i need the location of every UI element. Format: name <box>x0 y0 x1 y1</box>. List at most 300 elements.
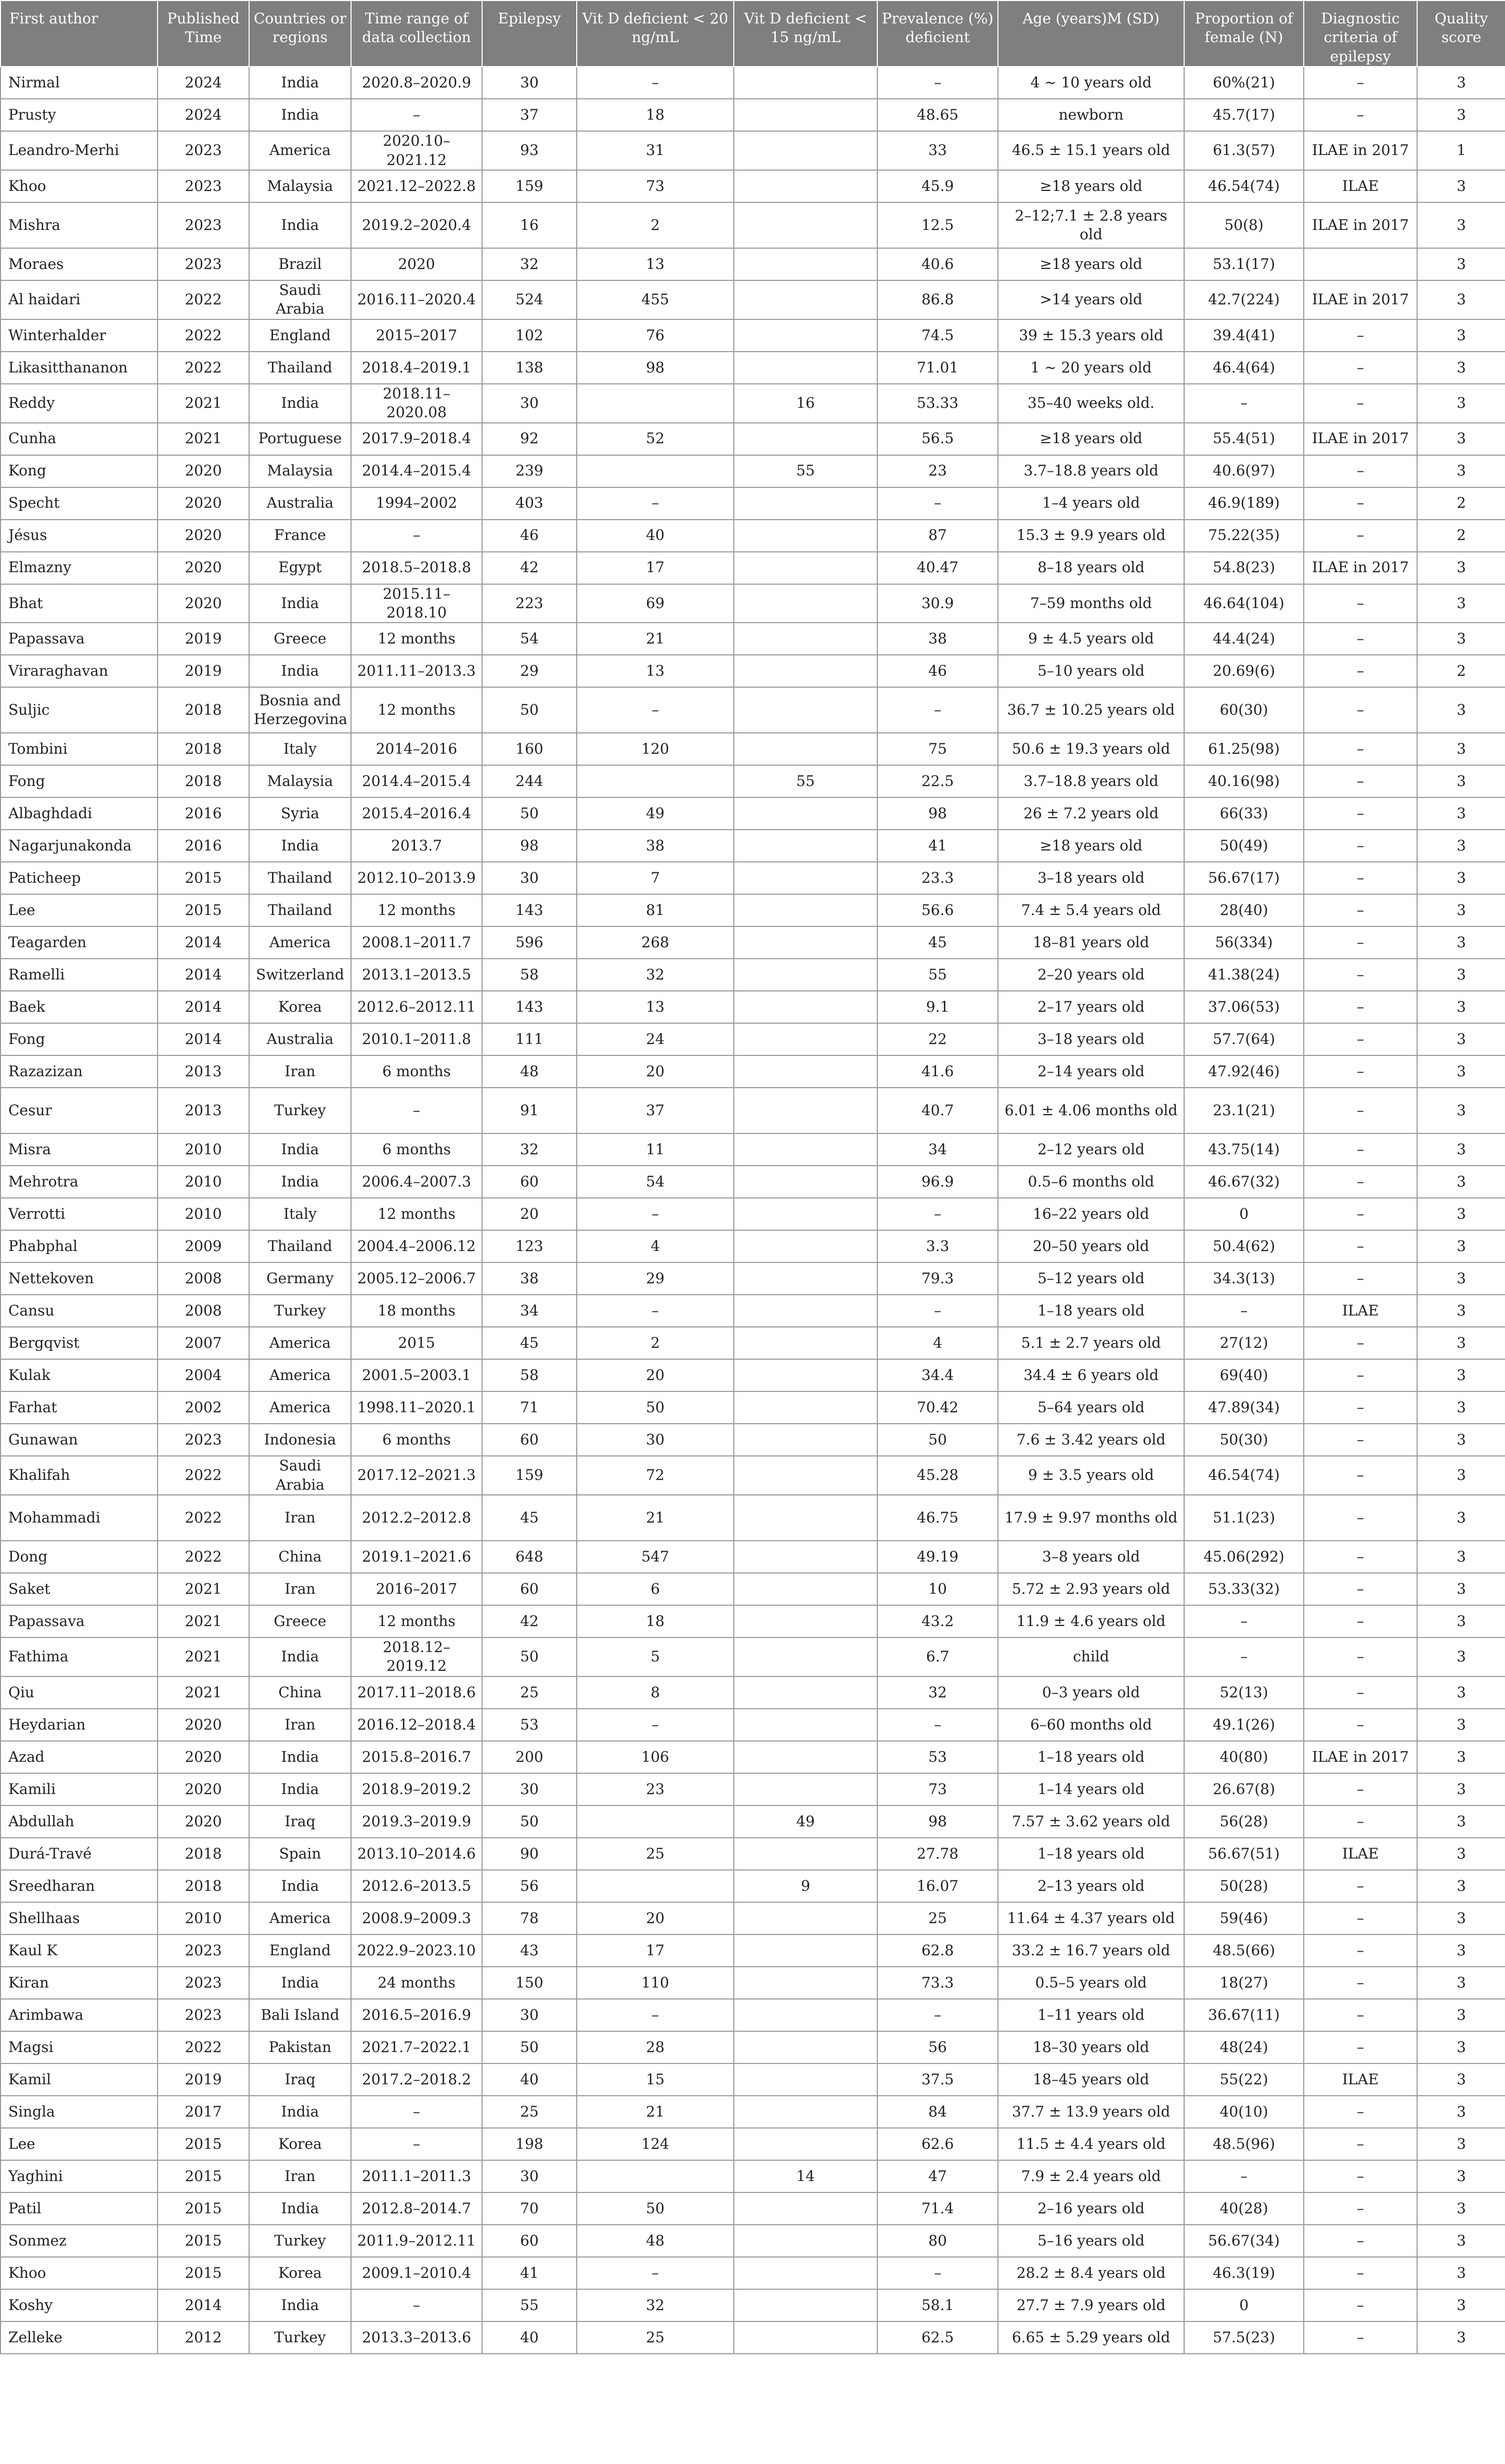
cell-time-range: 2006.4–2007.3 <box>351 1166 482 1198</box>
cell-female-proportion: 37.06(53) <box>1184 991 1304 1023</box>
cell-female-proportion: 59(46) <box>1184 1902 1304 1934</box>
cell-first-author: Gunawan <box>1 1424 158 1456</box>
cell-vitd-20 <box>577 1805 734 1838</box>
cell-time-range: 2013.10–2014.6 <box>351 1838 482 1870</box>
cell-prevalence: 53 <box>877 1741 998 1773</box>
cell-female-proportion: 56.67(17) <box>1184 862 1304 894</box>
cell-prevalence: 56.6 <box>877 894 998 926</box>
cell-vitd-15 <box>734 830 877 862</box>
cell-first-author: Viraraghavan <box>1 655 158 687</box>
cell-country: Turkey <box>249 1088 351 1133</box>
cell-quality-score: 3 <box>1417 1967 1505 1999</box>
cell-country: Korea <box>249 2257 351 2289</box>
table-row <box>1 2031 1505 2063</box>
cell-quality-score: 3 <box>1417 280 1505 319</box>
cell-quality-score: 3 <box>1417 1262 1505 1295</box>
col-header-epilepsy: Epilepsy <box>482 1 577 67</box>
cell-quality-score: 3 <box>1417 67 1505 99</box>
cell-first-author: Heydarian <box>1 1709 158 1741</box>
cell-epilepsy: 223 <box>482 584 577 623</box>
cell-diagnostic-criteria: – <box>1304 99 1417 131</box>
cell-vitd-20: 40 <box>577 520 734 552</box>
cell-vitd-15 <box>734 1262 877 1295</box>
cell-time-range: 2018.9–2019.2 <box>351 1773 482 1805</box>
cell-vitd-20: 20 <box>577 1359 734 1391</box>
cell-quality-score: 3 <box>1417 1902 1505 1934</box>
cell-country: Saudi Arabia <box>249 280 351 319</box>
cell-country: Thailand <box>249 894 351 926</box>
table-row <box>1 67 1505 99</box>
cell-published-time: 2022 <box>158 319 249 352</box>
cell-epilepsy: 403 <box>482 487 577 520</box>
cell-female-proportion: – <box>1184 1637 1304 1676</box>
cell-published-time: 2022 <box>158 1495 249 1541</box>
cell-country: Germany <box>249 1262 351 1295</box>
col-header-age: Age (years)M (SD) <box>998 1 1184 67</box>
cell-epilepsy: 32 <box>482 1133 577 1166</box>
cell-epilepsy: 45 <box>482 1327 577 1359</box>
cell-first-author: Papassava <box>1 1605 158 1637</box>
table-row <box>1 1055 1505 1088</box>
cell-female-proportion: 28(40) <box>1184 894 1304 926</box>
cell-epilepsy: 25 <box>482 2096 577 2128</box>
cell-published-time: 2021 <box>158 423 249 455</box>
table-row <box>1 1967 1505 1999</box>
cell-vitd-20: 124 <box>577 2128 734 2160</box>
cell-female-proportion: 51.1(23) <box>1184 1495 1304 1541</box>
cell-epilepsy: 43 <box>482 1934 577 1967</box>
cell-published-time: 2024 <box>158 67 249 99</box>
cell-diagnostic-criteria: – <box>1304 67 1417 99</box>
cell-prevalence: 48.65 <box>877 99 998 131</box>
cell-published-time: 2021 <box>158 1676 249 1709</box>
cell-quality-score: 3 <box>1417 1573 1505 1605</box>
cell-first-author: Moraes <box>1 248 158 280</box>
cell-quality-score: 3 <box>1417 1023 1505 1055</box>
cell-vitd-15 <box>734 1676 877 1709</box>
cell-diagnostic-criteria: – <box>1304 1870 1417 1902</box>
cell-epilepsy: 143 <box>482 894 577 926</box>
cell-time-range: 2011.9–2012.11 <box>351 2225 482 2257</box>
cell-quality-score: 3 <box>1417 2225 1505 2257</box>
cell-age: 46.5 ± 15.1 years old <box>998 131 1184 170</box>
cell-female-proportion: 50(28) <box>1184 1870 1304 1902</box>
cell-prevalence: 98 <box>877 1805 998 1838</box>
cell-quality-score: 3 <box>1417 1055 1505 1088</box>
cell-quality-score: 3 <box>1417 623 1505 655</box>
cell-published-time: 2015 <box>158 862 249 894</box>
cell-diagnostic-criteria: – <box>1304 1359 1417 1391</box>
cell-diagnostic-criteria: – <box>1304 733 1417 765</box>
cell-diagnostic-criteria: – <box>1304 797 1417 830</box>
cell-time-range: 12 months <box>351 894 482 926</box>
cell-diagnostic-criteria: – <box>1304 1023 1417 1055</box>
cell-epilepsy: 45 <box>482 1495 577 1541</box>
cell-quality-score: 3 <box>1417 584 1505 623</box>
cell-time-range: – <box>351 99 482 131</box>
table-row <box>1 423 1505 455</box>
cell-published-time: 2020 <box>158 1805 249 1838</box>
cell-female-proportion: 48.5(96) <box>1184 2128 1304 2160</box>
cell-vitd-20: 29 <box>577 1262 734 1295</box>
cell-female-proportion: 61.3(57) <box>1184 131 1304 170</box>
table-row <box>1 830 1505 862</box>
cell-country: Korea <box>249 2128 351 2160</box>
cell-time-range: 2012.10–2013.9 <box>351 862 482 894</box>
cell-first-author: Nirmal <box>1 67 158 99</box>
cell-country: Syria <box>249 797 351 830</box>
cell-country: America <box>249 1327 351 1359</box>
cell-time-range: – <box>351 2096 482 2128</box>
cell-diagnostic-criteria: – <box>1304 455 1417 487</box>
cell-time-range: 2015–2017 <box>351 319 482 352</box>
cell-quality-score: 3 <box>1417 959 1505 991</box>
cell-diagnostic-criteria: – <box>1304 1934 1417 1967</box>
cell-diagnostic-criteria: – <box>1304 926 1417 959</box>
cell-age: 9 ± 3.5 years old <box>998 1456 1184 1495</box>
cell-diagnostic-criteria: – <box>1304 520 1417 552</box>
cell-quality-score: 3 <box>1417 733 1505 765</box>
cell-quality-score: 3 <box>1417 202 1505 248</box>
cell-female-proportion: 69(40) <box>1184 1359 1304 1391</box>
cell-published-time: 2014 <box>158 959 249 991</box>
cell-time-range: 2008.9–2009.3 <box>351 1902 482 1934</box>
cell-vitd-20: – <box>577 2257 734 2289</box>
cell-published-time: 2016 <box>158 830 249 862</box>
cell-vitd-15 <box>734 1773 877 1805</box>
cell-time-range: 2015.4–2016.4 <box>351 797 482 830</box>
cell-vitd-15 <box>734 170 877 202</box>
cell-vitd-20: 455 <box>577 280 734 319</box>
table-row <box>1 1805 1505 1838</box>
cell-quality-score: 3 <box>1417 926 1505 959</box>
table-row <box>1 1295 1505 1327</box>
cell-diagnostic-criteria: ILAE in 2017 <box>1304 423 1417 455</box>
cell-age: 28.2 ± 8.4 years old <box>998 2257 1184 2289</box>
cell-vitd-20: 25 <box>577 2321 734 2354</box>
cell-female-proportion: 34.3(13) <box>1184 1262 1304 1295</box>
cell-female-proportion: 46.64(104) <box>1184 584 1304 623</box>
cell-female-proportion: 46.4(64) <box>1184 352 1304 384</box>
cell-female-proportion: 43.75(14) <box>1184 1133 1304 1166</box>
cell-diagnostic-criteria: – <box>1304 1424 1417 1456</box>
cell-country: China <box>249 1541 351 1573</box>
cell-time-range: 2019.3–2019.9 <box>351 1805 482 1838</box>
cell-age: 1 ~ 20 years old <box>998 352 1184 384</box>
cell-first-author: Farhat <box>1 1391 158 1424</box>
cell-published-time: 2018 <box>158 1870 249 1902</box>
cell-vitd-20: 31 <box>577 131 734 170</box>
cell-vitd-20: 25 <box>577 1838 734 1870</box>
cell-prevalence: 45 <box>877 926 998 959</box>
table-row <box>1 1088 1505 1133</box>
cell-published-time: 2022 <box>158 2031 249 2063</box>
cell-female-proportion: 50.4(62) <box>1184 1230 1304 1262</box>
cell-female-proportion: 66(33) <box>1184 797 1304 830</box>
cell-prevalence: 47 <box>877 2160 998 2192</box>
cell-age: ≥18 years old <box>998 170 1184 202</box>
cell-time-range: 2018.12–2019.12 <box>351 1637 482 1676</box>
cell-vitd-20: 32 <box>577 959 734 991</box>
cell-first-author: Fathima <box>1 1637 158 1676</box>
cell-prevalence: 30.9 <box>877 584 998 623</box>
cell-published-time: 2010 <box>158 1133 249 1166</box>
cell-published-time: 2014 <box>158 2289 249 2321</box>
cell-country: Thailand <box>249 352 351 384</box>
cell-female-proportion: 26.67(8) <box>1184 1773 1304 1805</box>
cell-age: 17.9 ± 9.97 months old <box>998 1495 1184 1541</box>
cell-female-proportion: 44.4(24) <box>1184 623 1304 655</box>
cell-time-range: 2013.7 <box>351 830 482 862</box>
cell-quality-score: 3 <box>1417 1133 1505 1166</box>
cell-vitd-20: 73 <box>577 170 734 202</box>
cell-vitd-15 <box>734 1359 877 1391</box>
cell-age: >14 years old <box>998 280 1184 319</box>
cell-country: India <box>249 1133 351 1166</box>
cell-female-proportion: 45.7(17) <box>1184 99 1304 131</box>
cell-vitd-15 <box>734 2096 877 2128</box>
cell-country: Pakistan <box>249 2031 351 2063</box>
cell-time-range: 2016–2017 <box>351 1573 482 1605</box>
cell-age: ≥18 years old <box>998 248 1184 280</box>
cell-prevalence: 53.33 <box>877 384 998 423</box>
cell-quality-score: 3 <box>1417 2063 1505 2096</box>
cell-time-range: 6 months <box>351 1055 482 1088</box>
cell-first-author: Teagarden <box>1 926 158 959</box>
cell-age: 7.6 ± 3.42 years old <box>998 1424 1184 1456</box>
cell-epilepsy: 98 <box>482 830 577 862</box>
cell-vitd-15 <box>734 623 877 655</box>
cell-vitd-20: 37 <box>577 1088 734 1133</box>
cell-country: India <box>249 1967 351 1999</box>
cell-quality-score: 3 <box>1417 2257 1505 2289</box>
cell-time-range: 2012.6–2012.11 <box>351 991 482 1023</box>
cell-age: 11.9 ± 4.6 years old <box>998 1605 1184 1637</box>
cell-diagnostic-criteria: – <box>1304 1133 1417 1166</box>
table-row <box>1 1166 1505 1198</box>
cell-epilepsy: 30 <box>482 862 577 894</box>
cell-age: 3–8 years old <box>998 1541 1184 1573</box>
cell-prevalence: 9.1 <box>877 991 998 1023</box>
cell-published-time: 2020 <box>158 552 249 584</box>
cell-vitd-20: – <box>577 687 734 733</box>
cell-time-range: 12 months <box>351 1605 482 1637</box>
cell-time-range: 6 months <box>351 1133 482 1166</box>
cell-prevalence: 84 <box>877 2096 998 2128</box>
cell-diagnostic-criteria: – <box>1304 319 1417 352</box>
cell-country: Iran <box>249 2160 351 2192</box>
cell-prevalence: 74.5 <box>877 319 998 352</box>
cell-first-author: Khoo <box>1 2257 158 2289</box>
cell-time-range: 2017.9–2018.4 <box>351 423 482 455</box>
cell-vitd-20 <box>577 765 734 797</box>
cell-quality-score: 3 <box>1417 1088 1505 1133</box>
cell-published-time: 2023 <box>158 131 249 170</box>
table-row <box>1 894 1505 926</box>
cell-vitd-20: 49 <box>577 797 734 830</box>
cell-female-proportion: 46.9(189) <box>1184 487 1304 520</box>
cell-published-time: 2014 <box>158 926 249 959</box>
cell-age: 5.1 ± 2.7 years old <box>998 1327 1184 1359</box>
cell-vitd-20: 50 <box>577 2192 734 2225</box>
cell-epilepsy: 239 <box>482 455 577 487</box>
table-row <box>1 1870 1505 1902</box>
cell-age: 7–59 months old <box>998 584 1184 623</box>
cell-country: India <box>249 1870 351 1902</box>
cell-vitd-15 <box>734 1637 877 1676</box>
cell-published-time: 2023 <box>158 1424 249 1456</box>
cell-prevalence: 62.8 <box>877 1934 998 1967</box>
cell-country: Malaysia <box>249 765 351 797</box>
cell-published-time: 2014 <box>158 1023 249 1055</box>
cell-age: 5–64 years old <box>998 1391 1184 1424</box>
cell-age: 20–50 years old <box>998 1230 1184 1262</box>
cell-age: ≥18 years old <box>998 830 1184 862</box>
col-header-country: Countries or regions <box>249 1 351 67</box>
cell-first-author: Papassava <box>1 623 158 655</box>
col-header-time-range: Time range of data collection <box>351 1 482 67</box>
cell-published-time: 2015 <box>158 2257 249 2289</box>
cell-vitd-20: 81 <box>577 894 734 926</box>
cell-first-author: Al haidari <box>1 280 158 319</box>
cell-time-range: 2021.7–2022.1 <box>351 2031 482 2063</box>
cell-quality-score: 3 <box>1417 1709 1505 1741</box>
cell-diagnostic-criteria: – <box>1304 2321 1417 2354</box>
cell-first-author: Lee <box>1 2128 158 2160</box>
cell-vitd-20: 13 <box>577 991 734 1023</box>
cell-time-range: 18 months <box>351 1295 482 1327</box>
cell-quality-score: 3 <box>1417 319 1505 352</box>
table-row <box>1 1262 1505 1295</box>
cell-female-proportion: 50(30) <box>1184 1424 1304 1456</box>
cell-vitd-15 <box>734 319 877 352</box>
cell-epilepsy: 40 <box>482 2063 577 2096</box>
cell-vitd-15: 9 <box>734 1870 877 1902</box>
cell-age: 2–12 years old <box>998 1133 1184 1166</box>
cell-age: 15.3 ± 9.9 years old <box>998 520 1184 552</box>
table-row <box>1 1573 1505 1605</box>
cell-first-author: Saket <box>1 1573 158 1605</box>
cell-epilepsy: 138 <box>482 352 577 384</box>
cell-quality-score: 3 <box>1417 384 1505 423</box>
cell-female-proportion: 56.67(51) <box>1184 1838 1304 1870</box>
cell-time-range: 2018.4–2019.1 <box>351 352 482 384</box>
cell-age: 1–14 years old <box>998 1773 1184 1805</box>
cell-age: 34.4 ± 6 years old <box>998 1359 1184 1391</box>
cell-published-time: 2022 <box>158 1541 249 1573</box>
cell-epilepsy: 37 <box>482 99 577 131</box>
cell-vitd-20 <box>577 384 734 423</box>
cell-published-time: 2024 <box>158 99 249 131</box>
cell-time-range: 2014.4–2015.4 <box>351 455 482 487</box>
cell-first-author: Abdullah <box>1 1805 158 1838</box>
cell-age: 5–12 years old <box>998 1262 1184 1295</box>
cell-quality-score: 3 <box>1417 1230 1505 1262</box>
cell-first-author: Kulak <box>1 1359 158 1391</box>
cell-vitd-15 <box>734 1295 877 1327</box>
cell-time-range: 2013.1–2013.5 <box>351 959 482 991</box>
cell-diagnostic-criteria: – <box>1304 1541 1417 1573</box>
cell-female-proportion: 55(22) <box>1184 2063 1304 2096</box>
table-row <box>1 1741 1505 1773</box>
cell-female-proportion: 57.7(64) <box>1184 1023 1304 1055</box>
cell-diagnostic-criteria: – <box>1304 1902 1417 1934</box>
cell-time-range: – <box>351 520 482 552</box>
table-row <box>1 862 1505 894</box>
cell-published-time: 2020 <box>158 1741 249 1773</box>
cell-time-range: 2009.1–2010.4 <box>351 2257 482 2289</box>
table-row <box>1 1773 1505 1805</box>
cell-age: 0.5–5 years old <box>998 1967 1184 1999</box>
table-row <box>1 584 1505 623</box>
cell-female-proportion: 56(28) <box>1184 1805 1304 1838</box>
cell-vitd-20: 120 <box>577 733 734 765</box>
cell-first-author: Albaghdadi <box>1 797 158 830</box>
cell-country: Turkey <box>249 2225 351 2257</box>
col-header-vitd-20: Vit D deficient < 20 ng/mL <box>577 1 734 67</box>
cell-vitd-15 <box>734 862 877 894</box>
cell-quality-score: 3 <box>1417 2192 1505 2225</box>
cell-vitd-15 <box>734 280 877 319</box>
cell-first-author: Lee <box>1 894 158 926</box>
table-row <box>1 319 1505 352</box>
cell-country: Australia <box>249 1023 351 1055</box>
cell-first-author: Bergqvist <box>1 1327 158 1359</box>
cell-published-time: 2012 <box>158 2321 249 2354</box>
col-header-prevalence: Prevalence (%) deficient <box>877 1 998 67</box>
cell-first-author: Cunha <box>1 423 158 455</box>
cell-age: 8–18 years old <box>998 552 1184 584</box>
cell-time-range: 2019.2–2020.4 <box>351 202 482 248</box>
table-row <box>1 2128 1505 2160</box>
cell-prevalence: – <box>877 1295 998 1327</box>
cell-quality-score: 3 <box>1417 1541 1505 1573</box>
cell-prevalence: 70.42 <box>877 1391 998 1424</box>
cell-female-proportion: 50(8) <box>1184 202 1304 248</box>
cell-vitd-15 <box>734 1967 877 1999</box>
cell-published-time: 2002 <box>158 1391 249 1424</box>
cell-vitd-15 <box>734 1166 877 1198</box>
cell-vitd-15 <box>734 926 877 959</box>
header-row <box>1 1 1505 67</box>
table-row <box>1 926 1505 959</box>
cell-prevalence: 16.07 <box>877 1870 998 1902</box>
cell-diagnostic-criteria: – <box>1304 2257 1417 2289</box>
cell-country: India <box>249 2289 351 2321</box>
cell-vitd-20 <box>577 2160 734 2192</box>
cell-vitd-15 <box>734 797 877 830</box>
cell-female-proportion: 54.8(23) <box>1184 552 1304 584</box>
cell-first-author: Prusty <box>1 99 158 131</box>
cell-female-proportion: 0 <box>1184 2289 1304 2321</box>
cell-vitd-15 <box>734 202 877 248</box>
cell-published-time: 2021 <box>158 1605 249 1637</box>
cell-quality-score: 3 <box>1417 1456 1505 1495</box>
cell-vitd-15 <box>734 1133 877 1166</box>
cell-age: 0–3 years old <box>998 1676 1184 1709</box>
cell-age: 3.7–18.8 years old <box>998 765 1184 797</box>
cell-prevalence: 3.3 <box>877 1230 998 1262</box>
cell-female-proportion: 56.67(34) <box>1184 2225 1304 2257</box>
cell-diagnostic-criteria: – <box>1304 1773 1417 1805</box>
cell-epilepsy: 29 <box>482 655 577 687</box>
cell-quality-score: 3 <box>1417 1359 1505 1391</box>
cell-prevalence: – <box>877 1709 998 1741</box>
cell-first-author: Cansu <box>1 1295 158 1327</box>
cell-published-time: 2023 <box>158 1967 249 1999</box>
cell-vitd-15 <box>734 1391 877 1424</box>
cell-vitd-15 <box>734 2289 877 2321</box>
